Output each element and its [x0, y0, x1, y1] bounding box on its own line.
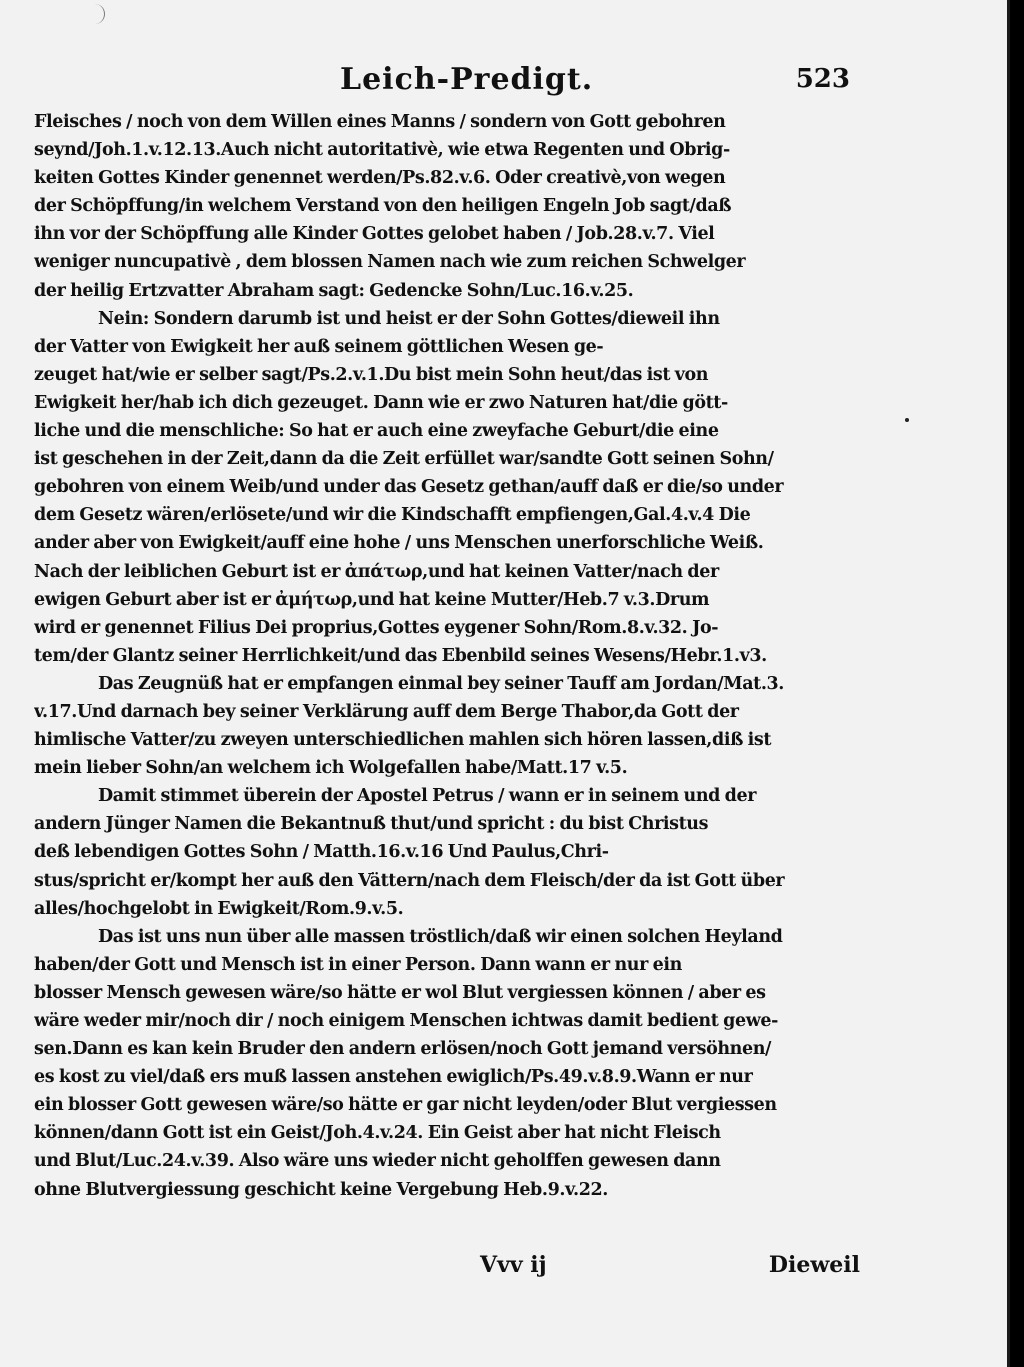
- text-line: weniger nuncupativè , dem blossen Namen nach wie zum reichen Schwelger: [34, 252, 746, 273]
- text-line: der Vatter von Ewigkeit her auß seinem göttlichen Wesen ge-: [34, 336, 604, 357]
- body-text: [34, 108, 864, 1204]
- text-line: keiten Gottes Kinder genennet werden/Ps.82.v.6. Oder creativè,von wegen: [34, 168, 726, 189]
- text-line: v.17.Und darnach bey seiner Verklärung auff dem Berge Thabor,da Gott der: [34, 701, 739, 722]
- running-title: Leich-Predigt.: [340, 62, 594, 97]
- text-line: ewigen Geburt aber ist er ἀμήτωρ,und hat keine Mutter/Heb.7 v.3.Drum: [34, 589, 710, 610]
- text-line: blosser Mensch gewesen wäre/so hätte er wol Blut vergiessen können / aber es: [34, 982, 766, 1003]
- text-line: ander aber von Ewigkeit/auff eine hohe / uns Menschen unerforschliche Weiß.: [34, 533, 764, 554]
- text-line: liche und die menschliche: So hat er auch eine zweyfache Geburt/die eine: [34, 421, 719, 442]
- text-line: ist geschehen in der Zeit,dann da die Zeit erfüllet war/sandte Gott seinen Sohn/: [34, 449, 774, 470]
- catchword: Dieweil: [768, 1252, 860, 1278]
- text-line: andern Jünger Namen die Bekantnuß thut/und spricht : du bist Christus: [34, 814, 709, 835]
- text-line: dem Gesetz wären/erlösete/und wir die Kindschafft empfiengen,Gal.4.v.4 Die: [34, 505, 751, 526]
- text-line: ihn vor der Schöpffung alle Kinder Gottes gelobet haben / Job.28.v.7. Viel: [34, 224, 715, 245]
- page-number: 523: [795, 64, 850, 94]
- text-line: Nach der leiblichen Geburt ist er ἀπάτωρ,und hat keinen Vatter/nach der: [34, 561, 719, 582]
- text-line: ein blosser Gott gewesen wäre/so hätte er gar nicht leyden/oder Blut vergiessen: [34, 1095, 777, 1116]
- text-line: und Blut/Luc.24.v.39. Also wäre uns wieder nicht geholffen gewesen dann: [34, 1151, 721, 1172]
- text-line: Nein: Sondern darumb ist und heist er der Sohn Gottes/dieweil ihn: [98, 308, 720, 329]
- edge-mark: [94, 4, 105, 24]
- margin-dot: [905, 418, 909, 422]
- text-line: Das Zeugnüß hat er empfangen einmal bey seiner Tauff am Jordan/Mat.3.: [98, 673, 784, 694]
- text-line: es kost zu viel/daß ers muß lassen anstehen ewiglich/Ps.49.v.8.9.Wann er nur: [34, 1067, 753, 1088]
- text-line: ohne Blutvergiessung geschicht keine Vergebung Heb.9.v.22.: [34, 1179, 608, 1200]
- text-line: Das ist uns nun über alle massen tröstlich/daß wir einen solchen Heyland: [98, 926, 783, 947]
- text-line: zeuget hat/wie er selber sagt/Ps.2.v.1.Du bist mein Sohn heut/das ist von: [34, 364, 709, 385]
- text-line: tem/der Glantz seiner Herrlichkeit/und das Ebenbild seines Wesens/Hebr.1.v3.: [34, 645, 767, 666]
- text-line: sen.Dann es kan kein Bruder den andern erlösen/noch Gott jemand versöhnen/: [34, 1039, 772, 1060]
- text-line: Fleisches / noch von dem Willen eines Manns / sondern von Gott gebohren: [34, 112, 726, 132]
- text-line: der Schöpffung/in welchem Verstand von den heiligen Engeln Job sagt/daß: [34, 196, 732, 217]
- text-line: seynd/Joh.1.v.12.13.Auch nicht autoritativè, wie etwa Regenten und Obrig-: [34, 140, 730, 161]
- text-line: alles/hochgelobt in Ewigkeit/Rom.9.v.5.: [34, 898, 404, 919]
- text-line: wird er genennet Filius Dei proprius,Gottes eygener Sohn/Rom.8.v.32. Jo-: [34, 617, 719, 638]
- page-header: [40, 62, 860, 102]
- text-line: Damit stimmet überein der Apostel Petrus / wann er in seinem und der: [98, 786, 757, 807]
- text-line: mein lieber Sohn/an welchem ich Wolgefallen habe/Matt.17 v.5.: [34, 758, 628, 779]
- text-line: stus/spricht er/kompt her auß den Vättern/nach dem Fleisch/der da ist Gott über: [34, 870, 785, 891]
- signature-mark: Vvv ij: [480, 1252, 547, 1278]
- text-line: himlische Vatter/zu zweyen unterschiedlichen mahlen sich hören lassen,diß ist: [34, 730, 772, 751]
- text-line: gebohren von einem Weib/und under das Gesetz gethan/auff daß er die/so under: [34, 477, 784, 498]
- text-line: haben/der Gott und Mensch ist in einer Person. Dann wann er nur ein: [34, 954, 682, 975]
- text-line: deß lebendigen Gottes Sohn / Matth.16.v.16 Und Paulus,Chri-: [34, 842, 609, 863]
- text-line: wäre weder mir/noch dir / noch einigem Menschen ichtwas damit bedient gewe-: [34, 1011, 778, 1031]
- text-line: der heilig Ertzvatter Abraham sagt: Gedencke Sohn/Luc.16.v.25.: [34, 280, 634, 301]
- page-footer: [40, 1252, 860, 1288]
- text-line: Ewigkeit her/hab ich dich gezeuget. Dann wie er zwo Naturen hat/die gött-: [34, 392, 728, 413]
- text-line: können/dann Gott ist ein Geist/Joh.4.v.24. Ein Geist aber hat nicht Fleisch: [34, 1123, 721, 1144]
